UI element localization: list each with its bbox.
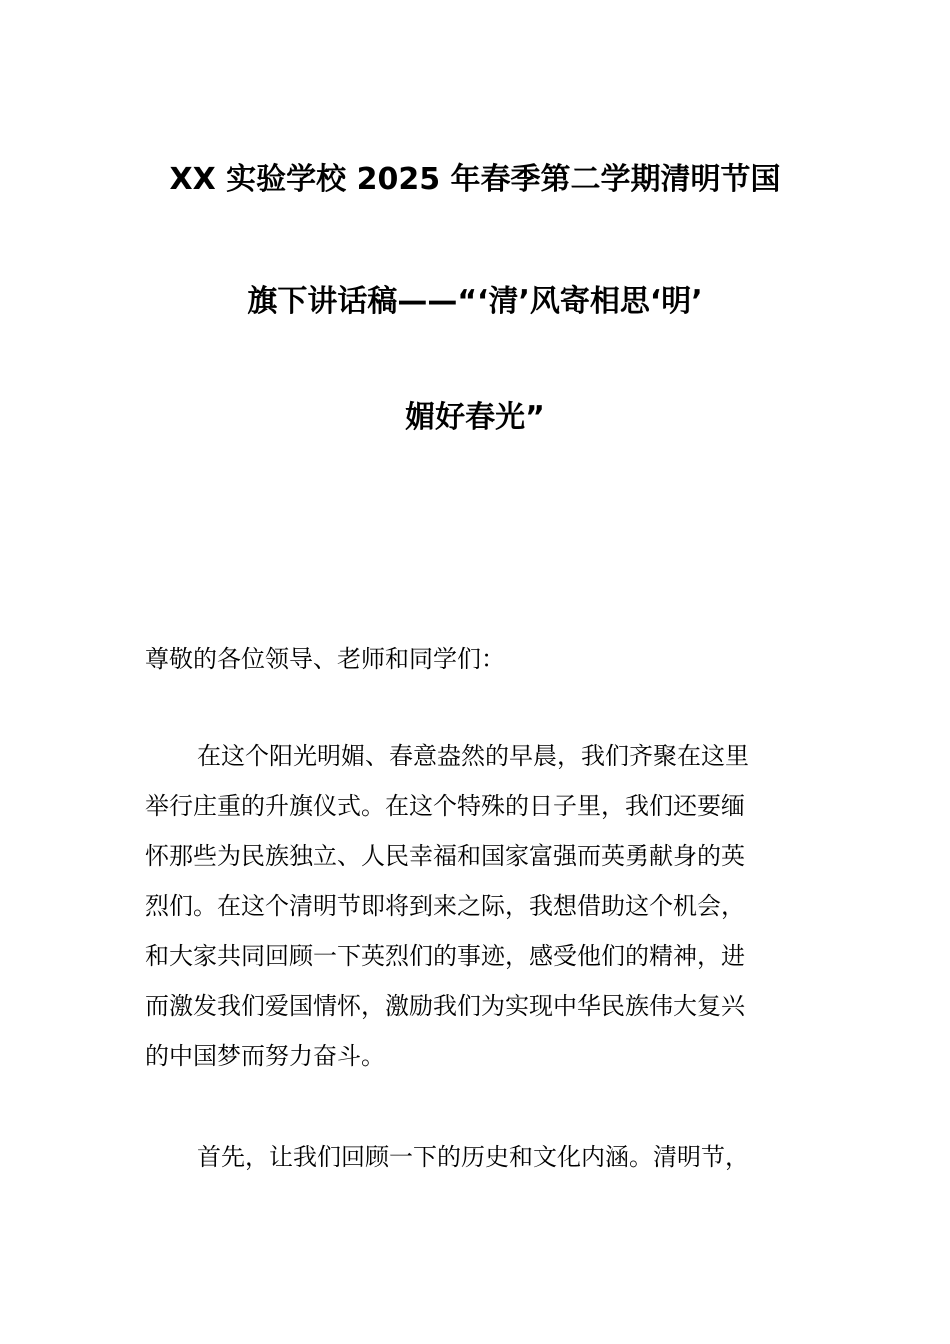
paragraph-line: 首先，让我们回顾一下的历史和文化内涵。清明节， (197, 1143, 749, 1171)
salutation: 尊敬的各位领导、老师和同学们： (145, 645, 505, 673)
title-line-2: 旗下讲话稿——“‘清’风寄相思‘明’ (247, 284, 703, 319)
paragraph-line: 而激发我们爱国情怀，激励我们为实现中华民族伟大复兴 (145, 992, 745, 1020)
paragraph-line: 烈们。在这个清明节即将到来之际，我想借助这个机会， (145, 892, 745, 920)
paragraph-line: 举行庄重的升旗仪式。在这个特殊的日子里，我们还要缅 (145, 792, 745, 820)
paragraph-line: 在这个阳光明媚、春意盎然的早晨，我们齐聚在这里 (197, 742, 749, 770)
title-line-3: 媚好春光” (405, 400, 545, 435)
title-line-1: XX 实验学校 2025 年春季第二学期清明节国 (169, 162, 781, 197)
paragraph-line: 和大家共同回顾一下英烈们的事迹，感受他们的精神，进 (145, 942, 745, 970)
paragraph-line: 的中国梦而努力奋斗。 (145, 1042, 385, 1070)
paragraph-1 (145, 731, 810, 1081)
paragraph-2 (145, 1132, 810, 1182)
paragraph-line: 怀那些为民族独立、人民幸福和国家富强而英勇献身的英 (145, 842, 745, 870)
